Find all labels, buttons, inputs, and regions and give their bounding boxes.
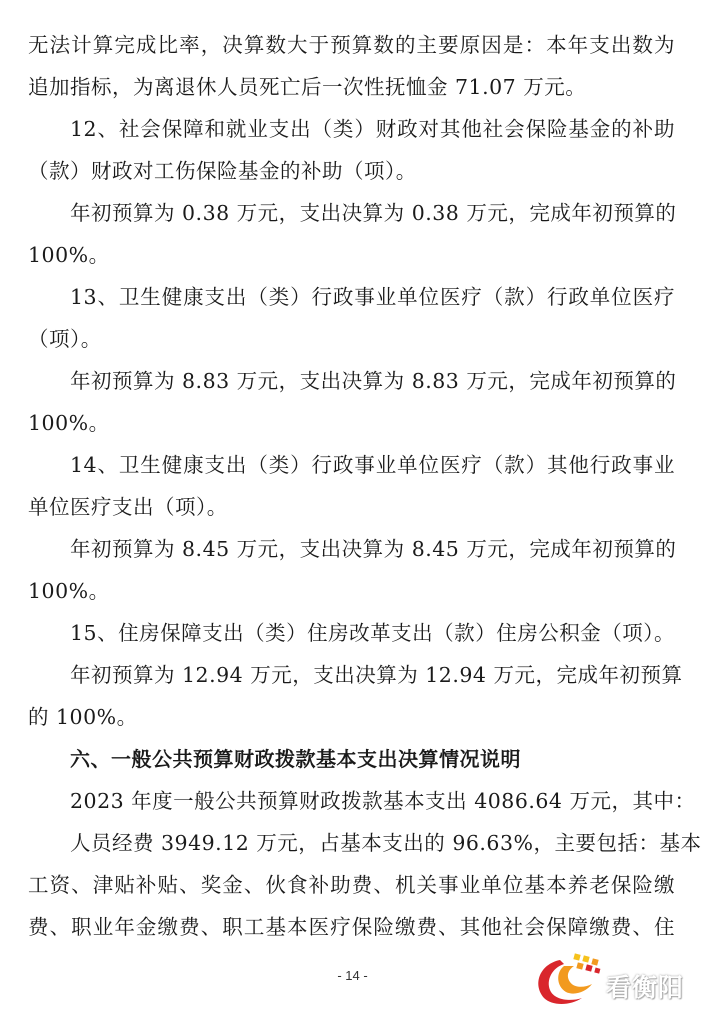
text-line: 人员经费 3949.12 万元，占基本支出的 96.63%，主要包括：基本	[70, 831, 702, 855]
text-line: 年初预算为 0.38 万元，支出决算为 0.38 万元，完成年初预算的	[70, 201, 677, 225]
watermark-text: 看衡阳	[606, 973, 685, 1002]
text-line: 2023 年度一般公共预算财政拨款基本支出 4086.64 万元，其中：	[70, 789, 696, 813]
text-line: 年初预算为 12.94 万元，支出决算为 12.94 万元，完成年初预算	[70, 663, 683, 687]
text-line: 无法计算完成比率，决算数大于预算数的主要原因是：本年支出数为	[28, 33, 675, 57]
text-line: 的 100%。	[28, 705, 138, 729]
text-line: 100%。	[28, 411, 110, 435]
text-line: 单位医疗支出（项）。	[28, 495, 228, 519]
text-line: 追加指标，为离退休人员死亡后一次性抚恤金 71.07 万元。	[28, 75, 587, 99]
text-line: 15、住房保障支出（类）住房改革支出（款）住房公积金（项）。	[70, 621, 675, 645]
section-heading: 六、一般公共预算财政拨款基本支出决算情况说明	[70, 747, 521, 771]
text-line: 年初预算为 8.83 万元，支出决算为 8.83 万元，完成年初预算的	[70, 369, 677, 393]
kanhengyang-logo-icon	[530, 950, 610, 1010]
text-line: 14、卫生健康支出（类）行政事业单位医疗（款）其他行政事业	[70, 453, 675, 477]
watermark-logo	[530, 950, 705, 1010]
text-line: 费、职业年金缴费、职工基本医疗保险缴费、其他社会保障缴费、住	[28, 915, 675, 939]
text-line: 12、社会保障和就业支出（类）财政对其他社会保险基金的补助	[70, 117, 675, 141]
text-line: （款）财政对工伤保险基金的补助（项）。	[28, 159, 417, 183]
text-line: 年初预算为 8.45 万元，支出决算为 8.45 万元，完成年初预算的	[70, 537, 677, 561]
text-line: （项）。	[28, 327, 102, 351]
text-line: 100%。	[28, 579, 110, 603]
text-line: 工资、津贴补贴、奖金、伙食补助费、机关事业单位基本养老保险缴	[28, 873, 675, 897]
text-line: 100%。	[28, 243, 110, 267]
text-line: 13、卫生健康支出（类）行政事业单位医疗（款）行政单位医疗	[70, 285, 675, 309]
page-number: - 14 -	[337, 968, 368, 983]
